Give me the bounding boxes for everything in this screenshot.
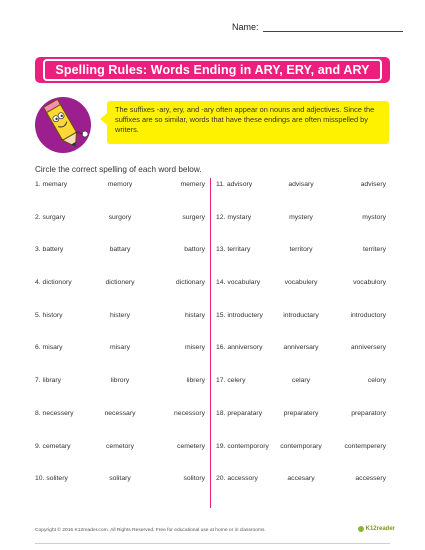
instructions: Circle the correct spelling of each word below.	[35, 165, 202, 174]
word-row	[216, 241, 386, 274]
word-option[interactable]: dictionary	[175, 279, 205, 287]
word-option[interactable]: 13. territary	[216, 246, 251, 254]
word-row	[35, 470, 205, 503]
word-option[interactable]: 18. preparatary	[216, 409, 263, 417]
word-option[interactable]: solitary	[109, 475, 131, 483]
word-option[interactable]: preparatery	[283, 409, 319, 417]
word-option[interactable]: 14. vocabulary	[216, 279, 261, 287]
word-option[interactable]: anniversery	[350, 344, 386, 352]
word-option[interactable]: vocabulery	[284, 279, 318, 287]
word-option[interactable]: celary	[291, 377, 311, 385]
word-row	[216, 470, 386, 503]
footer-divider	[35, 543, 390, 544]
word-option[interactable]: introductary	[283, 311, 319, 319]
word-option[interactable]: mystory	[362, 213, 386, 221]
word-option[interactable]: 10. solitery	[35, 475, 68, 483]
word-option[interactable]: territery	[362, 246, 386, 254]
word-row	[216, 274, 386, 307]
word-option[interactable]: 20. accessory	[216, 475, 258, 483]
word-option[interactable]: misery	[184, 344, 205, 352]
brand-name: K12reader	[365, 526, 395, 532]
word-row	[216, 176, 386, 209]
word-row	[216, 372, 386, 405]
right-word-list	[216, 176, 386, 503]
word-option[interactable]: misary	[109, 344, 130, 352]
word-option[interactable]: 1. memary	[35, 181, 68, 188]
word-option[interactable]: vocabulory	[353, 279, 386, 287]
word-row	[35, 307, 205, 340]
left-word-list	[35, 176, 205, 503]
word-option[interactable]: dictionery	[105, 279, 135, 287]
word-row	[35, 274, 205, 307]
copyright-text: Copyright © 2016 K12reader.com. All Rights Reserved. Free for educational use at home or in classrooms.	[35, 528, 266, 533]
word-row	[216, 339, 386, 372]
word-row	[35, 176, 205, 209]
word-row	[35, 339, 205, 372]
word-option[interactable]: histary	[184, 311, 205, 319]
column-divider	[210, 178, 211, 508]
word-row	[35, 209, 205, 242]
name-underline[interactable]	[263, 23, 403, 32]
word-option[interactable]: 6. misary	[35, 344, 63, 352]
word-option[interactable]: cemetory	[106, 442, 134, 450]
word-option[interactable]: introductory	[350, 311, 386, 319]
word-option[interactable]: necessory	[174, 409, 205, 417]
intro-text: The suffixes -ary, ery, and -ary often appear on nouns and adjectives. Since the suffixes are so similar, words that have these endings are often misspelled by writers.	[115, 105, 375, 134]
word-option[interactable]: 17. celery	[216, 377, 246, 385]
word-option[interactable]: 19. contemporory	[216, 442, 269, 450]
page-title: Spelling Rules: Words Ending in ARY, ERY, and ARY	[43, 59, 381, 81]
word-option[interactable]: 2. surgary	[35, 213, 66, 221]
word-option[interactable]: battary	[109, 246, 131, 254]
word-option[interactable]: 5. history	[35, 311, 63, 319]
word-option[interactable]: 7. library	[35, 377, 62, 385]
word-row	[35, 241, 205, 274]
word-option[interactable]: histery	[109, 311, 131, 319]
word-option[interactable]: librery	[186, 377, 205, 385]
word-option[interactable]: battory	[184, 246, 205, 254]
word-option[interactable]: 15. introductery	[216, 311, 263, 319]
word-row	[35, 372, 205, 405]
word-option[interactable]: accesary	[287, 475, 315, 483]
pencil-mascot-icon	[30, 92, 96, 158]
word-row	[35, 405, 205, 438]
word-row	[216, 209, 386, 242]
word-option[interactable]: 9. cemetary	[35, 442, 71, 450]
word-option[interactable]: contemporary	[280, 442, 322, 450]
word-option[interactable]: solitory	[183, 475, 205, 483]
word-option[interactable]: preparatory	[351, 409, 386, 417]
word-option[interactable]: advisary	[288, 181, 314, 188]
word-option[interactable]: territory	[289, 246, 313, 254]
word-option[interactable]: cemetery	[177, 442, 205, 450]
word-option[interactable]: librory	[110, 377, 130, 385]
word-option[interactable]: memery	[180, 181, 205, 188]
word-option[interactable]: 11. advisory	[216, 181, 253, 188]
word-option[interactable]: 16. anniversory	[216, 344, 263, 352]
word-option[interactable]: surgery	[182, 213, 205, 221]
word-option[interactable]: 3. battery	[35, 246, 64, 254]
word-option[interactable]: anniversary	[283, 344, 319, 352]
k12reader-logo	[358, 526, 395, 532]
title-banner	[35, 57, 390, 83]
word-option[interactable]: surgory	[108, 213, 132, 221]
word-option[interactable]: necessary	[104, 409, 136, 417]
word-option[interactable]: celory	[367, 377, 386, 385]
word-option[interactable]: 12. mystary	[216, 213, 252, 221]
word-row	[35, 438, 205, 471]
word-row	[216, 307, 386, 340]
word-option[interactable]: memory	[107, 181, 133, 188]
word-row	[216, 438, 386, 471]
word-option[interactable]: 8. necessery	[35, 409, 74, 417]
word-option[interactable]: contemperery	[344, 442, 386, 450]
word-option[interactable]: 4. dictionory	[35, 279, 72, 287]
word-option[interactable]: advisery	[360, 181, 386, 188]
word-row	[216, 405, 386, 438]
word-option[interactable]: mystery	[289, 213, 313, 221]
logo-dot-icon	[358, 526, 364, 532]
word-option[interactable]: accessery	[355, 475, 386, 483]
intro-callout	[107, 101, 389, 144]
name-field[interactable]	[232, 22, 403, 32]
name-label: Name:	[232, 22, 259, 32]
callout-pointer	[100, 113, 107, 125]
